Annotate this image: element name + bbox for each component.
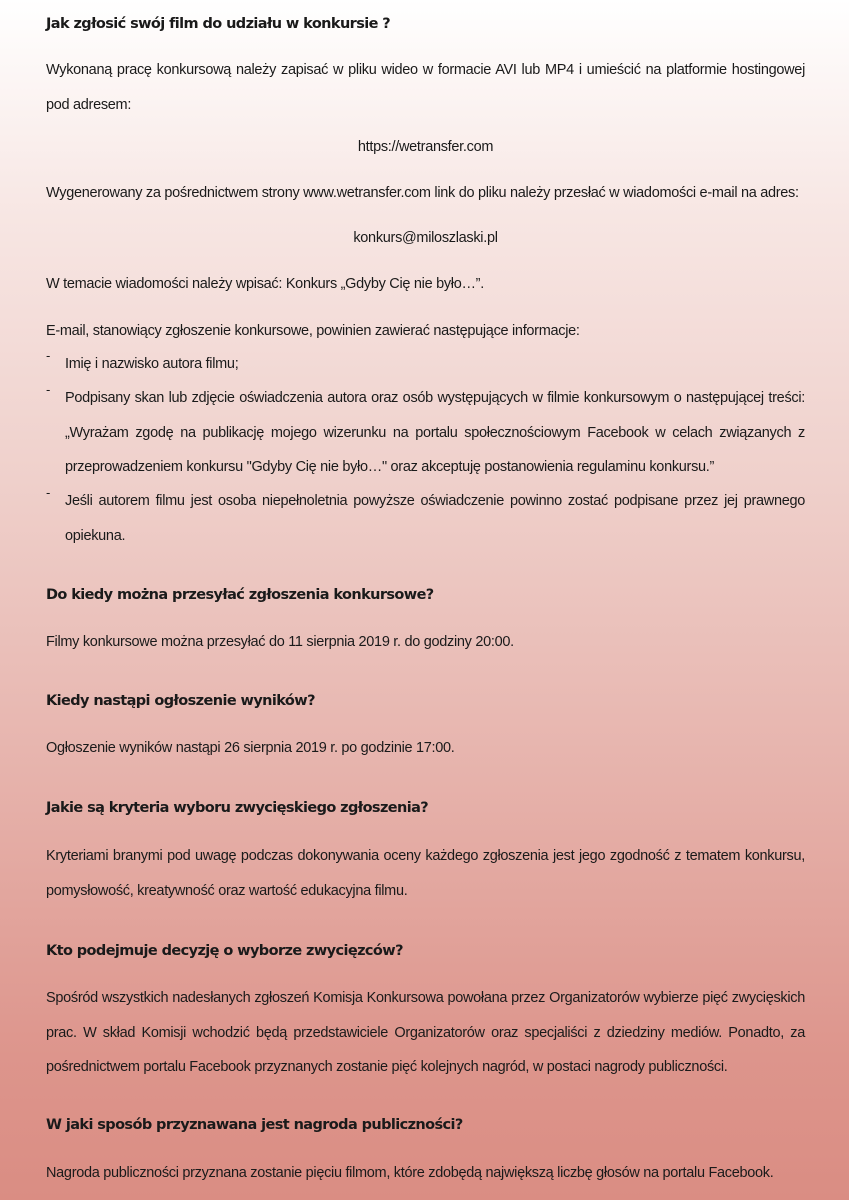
heading-jury: Kto podejmuje decyzję o wyborze zwycięzców? xyxy=(46,943,403,959)
list-item xyxy=(46,347,805,382)
heading-results: Kiedy nastąpi ogłoszenie wyników? xyxy=(46,693,315,709)
wetransfer-link[interactable]: https://wetransfer.com xyxy=(357,139,494,155)
bullet-dash: - xyxy=(46,382,51,397)
list-item-text: Jeśli autorem filmu jest osoba niepełnoletnia powyższe oświadczenie powinno zostać podpisane przez jej prawnego opiekuna. xyxy=(65,493,805,544)
paragraph-jury: Spośród wszystkich nadesłanych zgłoszeń Komisja Konkursowa powołana przez Organizatorów wybierze pięć zwycięskich prac. W skład Komisji wchodzić będą przedstawiciele Organizatorów oraz specjaliści z dziedziny mediów. Ponadto, za pośrednictwem portalu Facebook przyznanych zostanie pięć kolejnych nagród, w postaci nagrody publiczności. xyxy=(46,990,805,1075)
paragraph-required-info: E-mail, stanowiący zgłoszenie konkursowe, powinien zawierać następujące informacje: xyxy=(46,323,580,339)
list-item-text: Imię i nazwisko autora filmu; xyxy=(65,356,239,372)
paragraph-audience-award: Nagroda publiczności przyznana zostanie pięciu filmom, które zdobędą największą liczbę głosów na portalu Facebook. xyxy=(46,1165,774,1181)
paragraph-file-format: Wykonaną pracę konkursową należy zapisać w pliku wideo w formacie AVI lub MP4 i umieścić na platformie hostingowej pod adresem: xyxy=(46,62,805,113)
heading-criteria: Jakie są kryteria wyboru zwycięskiego zgłoszenia? xyxy=(46,800,429,816)
paragraph-subject: W temacie wiadomości należy wpisać: Konkurs „Gdyby Cię nie było…”. xyxy=(46,276,484,292)
list-item-text: Podpisany skan lub zdjęcie oświadczenia autora oraz osób występujących w filmie konkursowym o następującej treści: „Wyrażam zgodę na publikację mojego wizerunku na portalu społecznościowym Facebook w celach związanych z przeprowadzeniem konkursu "Gdyby Cię nie było…" oraz akceptuję postanowienia regulaminu konkursu.” xyxy=(65,390,805,475)
heading-deadline: Do kiedy można przesyłać zgłoszenia konkursowe? xyxy=(46,587,434,603)
paragraph-send-link: Wygenerowany za pośrednictwem strony www.wetransfer.com link do pliku należy przesłać w wiadomości e-mail na adres: xyxy=(46,185,799,201)
heading-audience-award: W jaki sposób przyznawana jest nagroda publiczności? xyxy=(46,1117,463,1133)
bullet-dash: - xyxy=(46,485,51,500)
paragraph-deadline: Filmy konkursowe można przesyłać do 11 sierpnia 2019 r. do godziny 20:00. xyxy=(46,634,514,650)
paragraph-results: Ogłoszenie wyników nastąpi 26 sierpnia 2019 r. po godzinie 17:00. xyxy=(46,740,455,756)
paragraph-criteria: Kryteriami branymi pod uwagę podczas dokonywania oceny każdego zgłoszenia jest jego zgodność z tematem konkursu, pomysłowość, kreatywność oraz wartość edukacyjna filmu. xyxy=(46,848,805,899)
bullet-dash: - xyxy=(46,348,51,363)
contest-email-link[interactable]: konkurs@miloszlaski.pl xyxy=(353,230,498,246)
list-item xyxy=(46,484,805,553)
list-item xyxy=(46,381,805,485)
heading-how-to-submit: Jak zgłosić swój film do udziału w konkursie ? xyxy=(46,16,391,32)
